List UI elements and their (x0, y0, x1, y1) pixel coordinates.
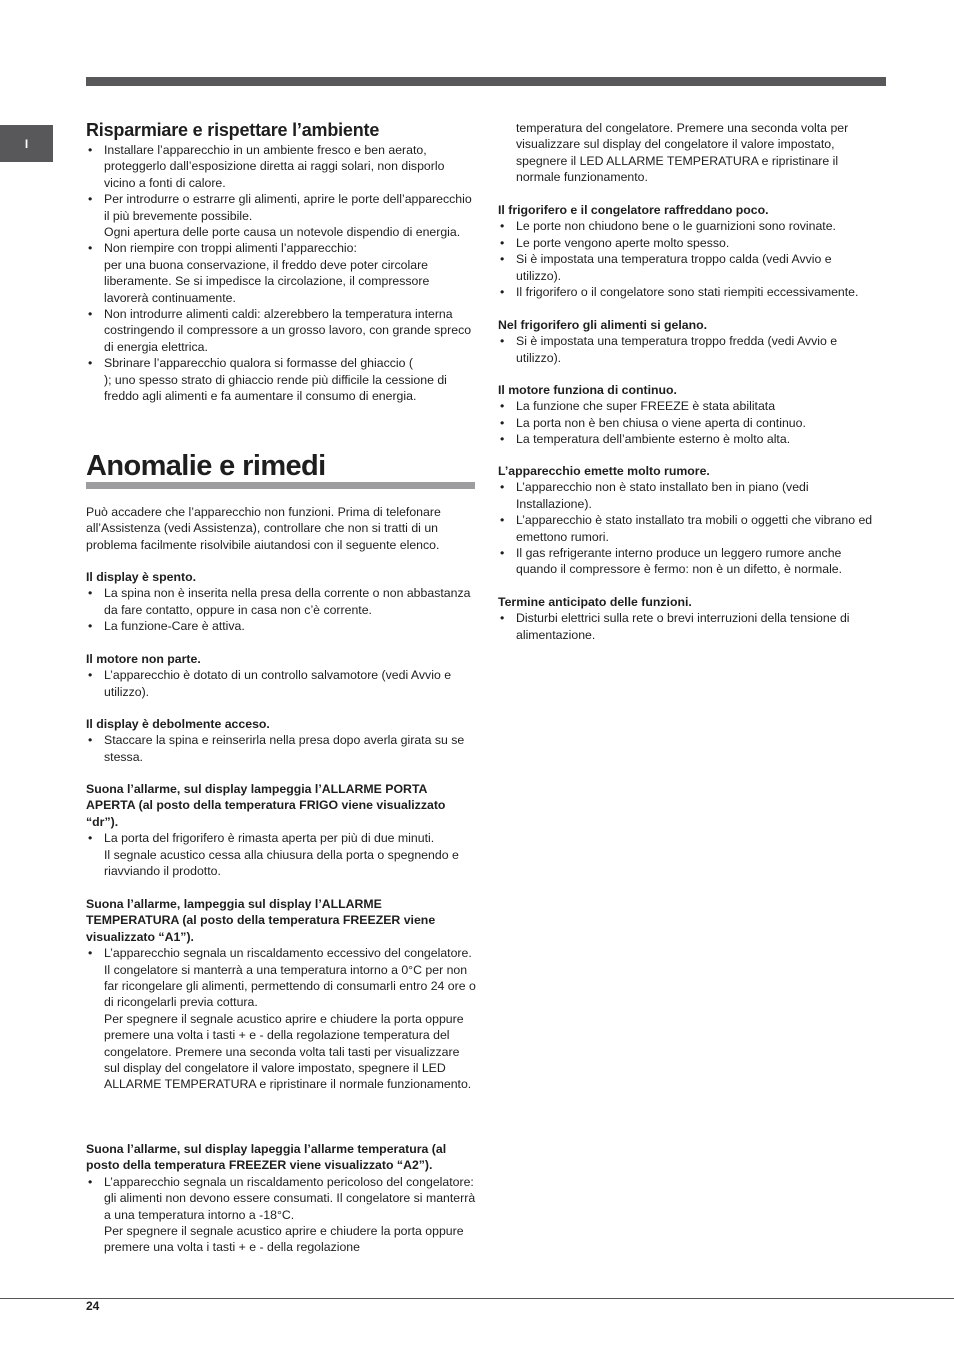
list-item (86, 240, 476, 306)
env-list (86, 142, 476, 405)
list-item-line: Sbrinare l’apparecchio qualora si formasse del ghiaccio ( ); uno spesso strato di ghiaccio rende più difficile la cessione di freddo agli alimenti e fa aumentare il consumo di energia. (104, 356, 447, 404)
section (498, 463, 878, 578)
section-question: Termine anticipato delle funzioni. (498, 595, 692, 609)
section (498, 594, 878, 643)
continuation-text: temperatura del congelatore. Premere una seconda volta per visualizzare sul display del congelatore il valore impostato, spegnere il LED ALLARME TEMPERATURA e ripristinare il normale funzionamento. (516, 121, 849, 185)
list-item (86, 830, 476, 879)
list-item: • Si è impostata una temperatura troppo calda (vedi Avvio e utilizzo). (498, 251, 878, 284)
list-item (86, 945, 476, 1093)
section (86, 1141, 476, 1256)
anomalie-heading: Anomalie e rimedi (86, 450, 326, 482)
env-heading: Risparmiare e rispettare l’ambiente (86, 120, 380, 140)
list-item: • L’apparecchio è stato installato tra mobili o oggetti che vibrano ed emettono rumori. (498, 512, 878, 545)
env-block (86, 142, 476, 405)
list-item: • Disturbi elettrici sulla rete o brevi interruzioni della tensione di alimentazione. (498, 610, 878, 643)
list-item-line: La porta del frigorifero è rimasta aperta per più di due minuti. Il segnale acustico cessa alla chiusura della porta o spegnendo e riavviando il prodotto. (104, 831, 459, 879)
language-tab-label: I (24, 136, 29, 151)
list-item: • La funzione-Care è attiva. (86, 618, 476, 634)
list-item: • Le porte non chiudono bene o le guarnizioni sono rovinate. (498, 218, 878, 234)
section-question: Il display è spento. (86, 570, 197, 584)
list-item: • Installare l’apparecchio in un ambiente fresco e ben aerato, proteggerlo dall’esposizione diretta ai raggi solari, non disporlo vicino a fonti di calore. (86, 142, 476, 191)
section (498, 382, 878, 448)
list-item (86, 355, 476, 404)
section-question: Nel frigorifero gli alimenti si gelano. (498, 318, 708, 332)
continuation (498, 120, 878, 186)
footer-rule (0, 1298, 954, 1299)
section (498, 317, 878, 366)
list-item: • Il frigorifero o il congelatore sono stati riempiti eccessivamente. (498, 284, 878, 300)
list-item (86, 1174, 476, 1256)
section (86, 569, 476, 635)
list-item: • La spina non è inserita nella presa della corrente o non abbastanza da fare contatto, oppure in casa non c’è corrente. (86, 585, 476, 618)
section (86, 716, 476, 765)
section-question: Suona l’allarme, lampeggia sul display l’ALLARME TEMPERATURA (al posto della temperatura FREEZER viene visualizzato “A1”). (86, 897, 436, 944)
section-question: Il motore non parte. (86, 652, 201, 666)
list-item: • L’apparecchio è dotato di un controllo salvamotore (vedi Avvio e utilizzo). (86, 667, 476, 700)
section (86, 896, 476, 1093)
section-question: L’apparecchio emette molto rumore. (498, 464, 710, 478)
intro-text: Può accadere che l’apparecchio non funzioni. Prima di telefonare all’Assistenza (vedi Assistenza), controllare che non si tratti di un problema facilmente risolvibile aiutandosi con il seguente elenco. (86, 505, 441, 552)
language-tab (0, 125, 53, 162)
list-item-line: Non riempire con troppi alimenti l’apparecchio: per una buona conservazione, il freddo deve poter circolare liberamente. Se si impedisce la circolazione, il compressore lavorerà continuamente. (104, 241, 430, 305)
list-item-line: L’apparecchio segnala un riscaldamento eccessivo del congelatore. Il congelatore si manterrà a una temperatura intorno a 0°C per non far ricongelare gli alimenti, permettendo di consumarli entro 24 ore o di ricongelarli previa cottura. Per spegnere il segnale acustico aprire e chiudere la porta oppure premere una volta i tasti + e - della regolazione temperatura del congelatore. Premere una seconda volta tali tasti per visualizzare sul display del congelatore il valore impostato, spegnere il LED ALLARME TEMPERATURA e ripristinare il normale funzionamento. (104, 946, 476, 1092)
list-item: • Staccare la spina e reinserirla nella presa dopo averla girata su se stessa. (86, 732, 476, 765)
list-item: • Le porte vengono aperte molto spesso. (498, 235, 878, 251)
list-item: • L’apparecchio non è stato installato ben in piano (vedi Installazione). (498, 479, 878, 512)
list-item: • La porta non è ben chiusa o viene aperta di continuo. (498, 415, 878, 431)
list-item-line: Per introdurre o estrarre gli alimenti, aprire le porte dell’apparecchio il più brevemente possibile. Ogni apertura delle porte causa un notevole dispendio di energia. (104, 192, 472, 240)
section-question: Il motore funziona di continuo. (498, 383, 677, 397)
list-item: • Non introdurre alimenti caldi: alzerebbero la temperatura interna costringendo il compressore a un grosso lavoro, con grande spreco di energia elettrica. (86, 306, 476, 355)
list-item: • Si è impostata una temperatura troppo fredda (vedi Avvio e utilizzo). (498, 333, 878, 366)
section (86, 781, 476, 879)
section-question: Suona l’allarme, sul display lapeggia l’allarme temperatura (al posto della temperatura FREEZER viene visualizzato “A2”). (86, 1142, 447, 1173)
intro-paragraph (86, 504, 476, 553)
list-item: • Il gas refrigerante interno produce un leggero rumore anche quando il compressore è fermo: non è un difetto, è normale. (498, 545, 878, 578)
section-question: Il frigorifero e il congelatore raffreddano poco. (498, 203, 769, 217)
list-item: • La funzione che super FREEZE è stata abilitata (498, 398, 878, 414)
section (498, 202, 878, 300)
section-question: Suona l’allarme, sul display lampeggia l’ALLARME PORTA APERTA (al posto della temperatura FRIGO viene visualizzato “dr”). (86, 782, 446, 829)
list-item (86, 191, 476, 240)
header-bar (86, 77, 886, 86)
section (86, 651, 476, 700)
list-item: • La temperatura dell’ambiente esterno è molto alta. (498, 431, 878, 447)
section-question: Il display è debolmente acceso. (86, 717, 270, 731)
list-item-line: L’apparecchio segnala un riscaldamento pericoloso del congelatore: gli alimenti non devono essere consumati. Il congelatore si manterrà a una temperatura intorno a -18°C. Per spegnere il segnale acustico aprire e chiudere la porta oppure premere una volta i tasti + e - della regolazione (104, 1174, 476, 1255)
heading-rule (86, 482, 475, 489)
page-number: 24 (86, 1299, 100, 1313)
